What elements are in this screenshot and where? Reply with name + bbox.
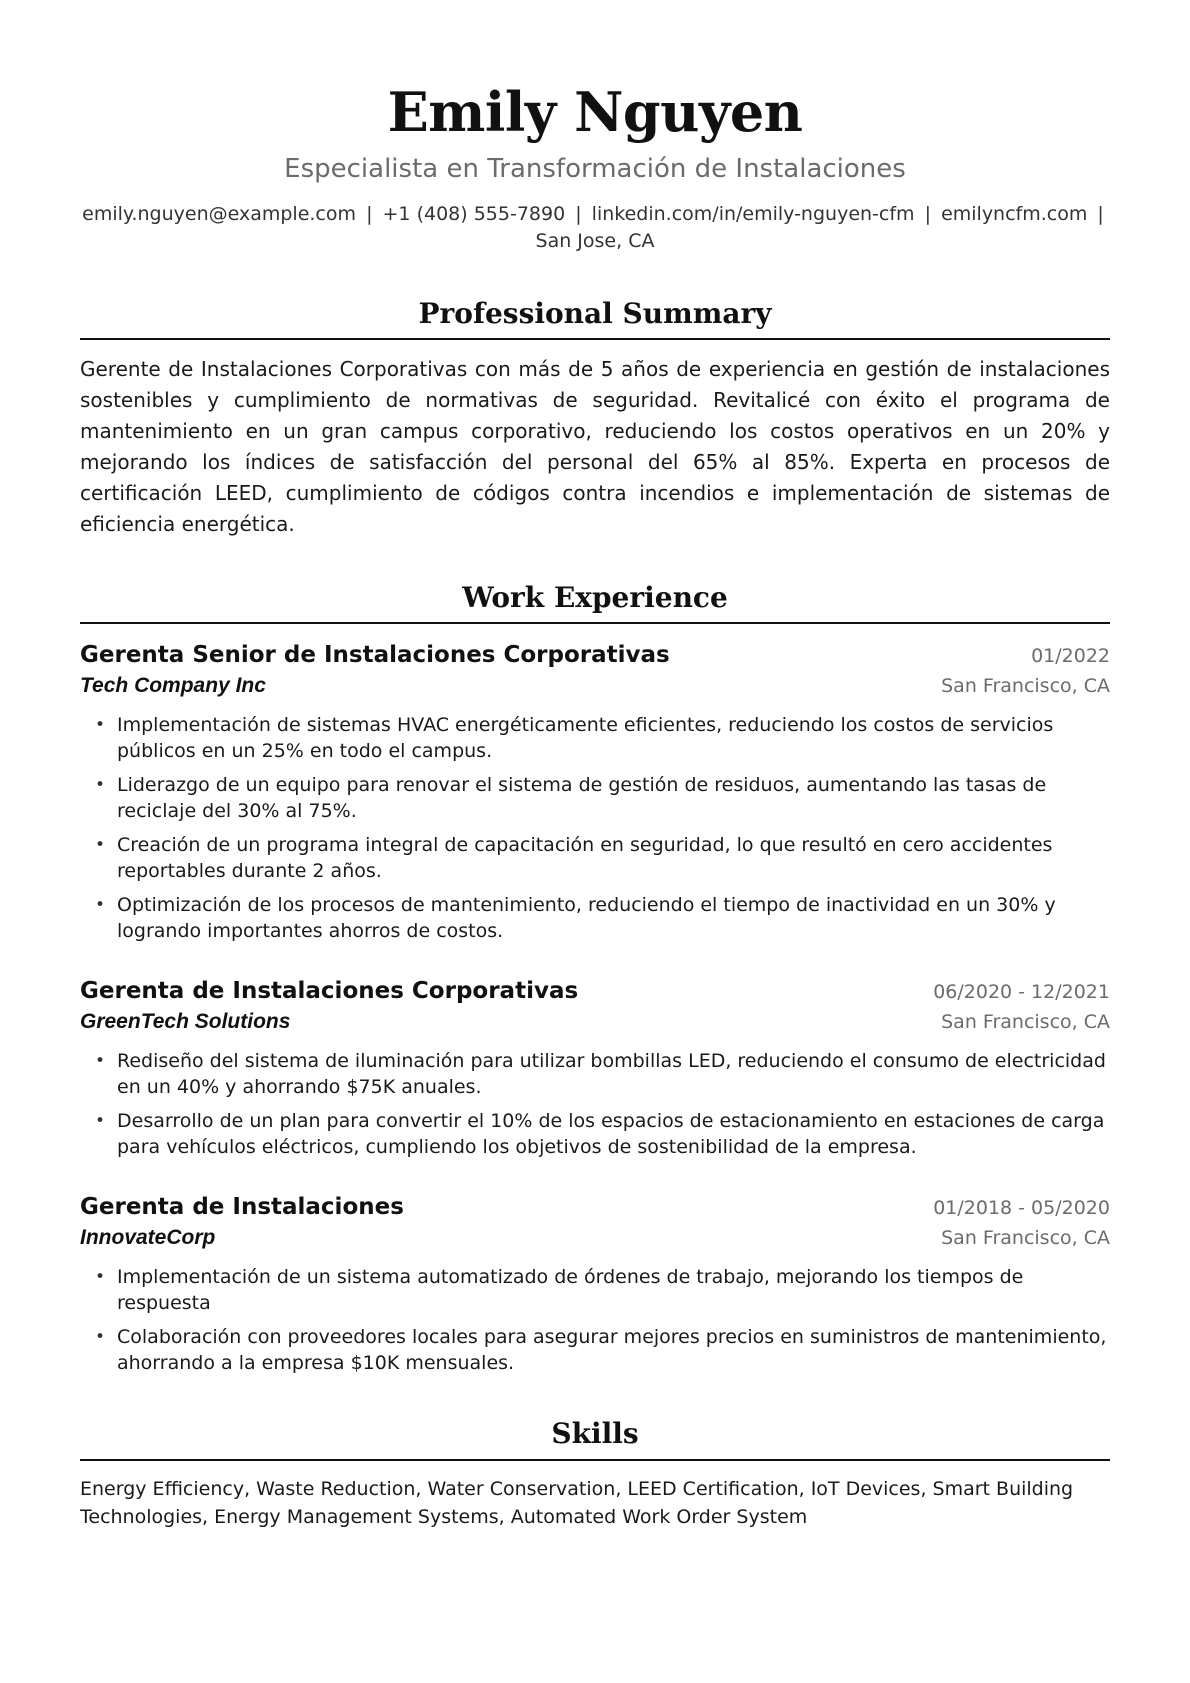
job-title: Gerenta Senior de Instalaciones Corporativas — [80, 642, 670, 669]
job-company: InnovateCorp — [80, 1226, 216, 1250]
job-title: Gerenta de Instalaciones Corporativas — [80, 978, 579, 1005]
job-bullet: • Implementación de sistemas HVAC energéticamente eficientes, reduciendo los costos de servicios públicos en un 25% en todo el campus. — [117, 712, 1110, 764]
contact-separator: | — [1097, 202, 1104, 225]
job-bullets — [80, 712, 1110, 944]
job-company-row — [80, 674, 1110, 698]
job-company-row — [80, 1010, 1110, 1034]
job-bullets — [80, 1048, 1110, 1160]
candidate-subtitle: Especialista en Transformación de Instalaciones — [284, 153, 906, 184]
job-company: Tech Company Inc — [80, 674, 266, 698]
job-title: Gerenta de Instalaciones — [80, 1194, 404, 1221]
job-bullet: • Colaboración con proveedores locales para asegurar mejores precios en suministros de mantenimiento, ahorrando a la empresa $10K mensuales. — [117, 1324, 1110, 1376]
summary-text: Gerente de Instalaciones Corporativas con más de 5 años de experiencia en gestión de instalaciones sostenibles y cumplimiento de normativas de seguridad. Revitalicé con éxito el programa de mantenimiento en un gran campus corporativo, reduciendo los costos operativos en un 20% y mejorando los índices de satisfacción del personal del 65% al 85%. Experta en procesos de certificación LEED, cumplimiento de códigos contra incendios e implementación de sistemas de eficiencia energética. — [80, 357, 1110, 537]
job-header-row — [80, 642, 1110, 668]
job-bullet: • Implementación de un sistema automatizado de órdenes de trabajo, mejorando los tiempos de respuesta — [117, 1264, 1110, 1316]
job-date: 01/2018 - 05/2020 — [933, 1197, 1110, 1220]
contact-phone[interactable]: +1 (408) 555-7890 — [382, 202, 566, 225]
job-bullet: • Liderazgo de un equipo para renovar el sistema de gestión de residuos, aumentando las tasas de reciclaje del 30% al 75%. — [117, 772, 1110, 824]
resume-header — [80, 80, 1110, 256]
job-date: 01/2022 — [1031, 645, 1110, 668]
contact-separator: | — [366, 202, 373, 225]
job-date: 06/2020 - 12/2021 — [933, 981, 1110, 1004]
job-bullet: • Desarrollo de un plan para convertir el 10% de los espacios de estacionamiento en estaciones de carga para vehículos eléctricos, cumpliendo los objetivos de sostenibilidad de la empresa. — [117, 1108, 1110, 1160]
contact-line — [80, 201, 1110, 256]
job-bullets — [80, 1264, 1110, 1376]
skills-text: Energy Efficiency, Waste Reduction, Water Conservation, LEED Certification, IoT Devices, Smart Building Technologies, Energy Management Systems, Automated Work Order System — [80, 1477, 1074, 1528]
job-entry — [80, 642, 1110, 944]
experience-section — [80, 580, 1110, 1376]
job-header-row — [80, 978, 1110, 1004]
job-bullet: • Creación de un programa integral de capacitación en seguridad, lo que resultó en cero accidentes reportables durante 2 años. — [117, 832, 1110, 884]
job-location: San Francisco, CA — [941, 675, 1110, 698]
job-header-row — [80, 1194, 1110, 1220]
job-location: San Francisco, CA — [941, 1227, 1110, 1250]
job-bullet: • Rediseño del sistema de iluminación para utilizar bombillas LED, reduciendo el consumo de electricidad en un 40% y ahorrando $75K anuales. — [117, 1048, 1110, 1100]
job-entry — [80, 978, 1110, 1160]
summary-section — [80, 296, 1110, 540]
contact-separator: | — [924, 202, 932, 225]
contact-email[interactable]: emily.nguyen@example.com — [82, 202, 357, 225]
skills-heading: Skills — [80, 1416, 1110, 1460]
contact-linkedin[interactable]: linkedin.com/in/emily-nguyen-cfm — [591, 202, 915, 225]
skills-section — [80, 1416, 1110, 1530]
contact-website[interactable]: emilyncfm.com — [941, 202, 1088, 225]
summary-heading: Professional Summary — [80, 296, 1110, 340]
contact-separator: | — [575, 202, 582, 225]
job-entry — [80, 1194, 1110, 1376]
experience-heading: Work Experience — [80, 580, 1110, 624]
job-bullet: • Optimización de los procesos de mantenimiento, reduciendo el tiempo de inactividad en un 30% y logrando importantes ahorros de costos. — [117, 892, 1110, 944]
contact-location: San Jose, CA — [535, 230, 655, 253]
job-company-row — [80, 1226, 1110, 1250]
job-location: San Francisco, CA — [941, 1011, 1110, 1034]
candidate-name: Emily Nguyen — [387, 80, 803, 144]
job-company: GreenTech Solutions — [80, 1010, 291, 1034]
